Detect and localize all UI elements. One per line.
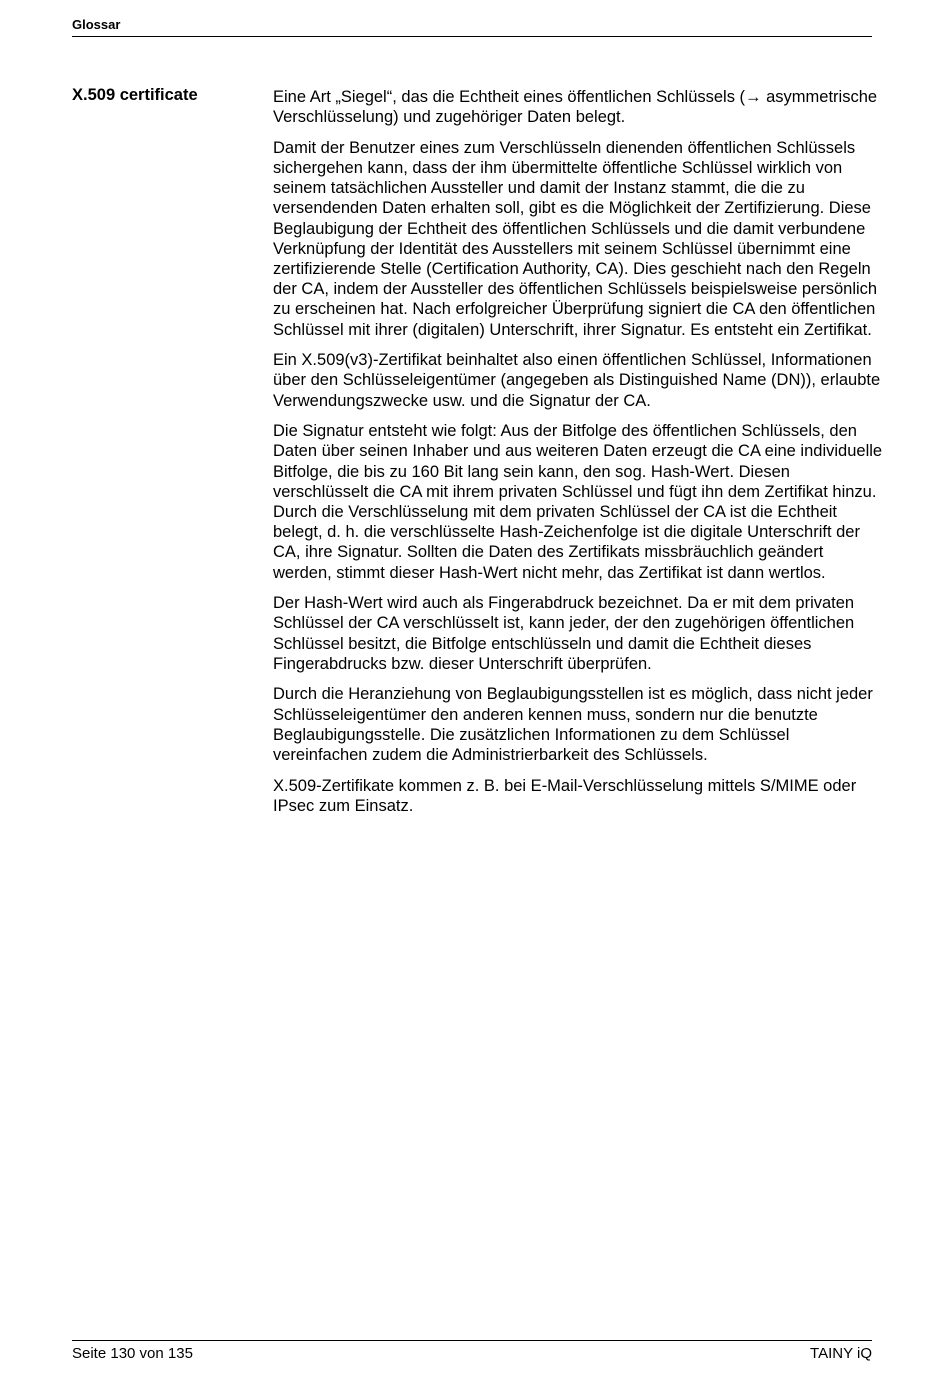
page-footer (72, 1340, 872, 1363)
definition-paragraph: X.509-Zertifikate kommen z. B. bei E-Mail-Verschlüsselung mittels S/MIME oder IPsec zum Einsatz. (273, 776, 857, 815)
page-header (72, 16, 872, 37)
glossary-term: X.509 certificate (72, 86, 198, 104)
definition-paragraph: Durch die Heranziehung von Beglaubigungsstellen ist es möglich, dass nicht jeder Schlüsseleigentümer den anderen kennen muss, sondern nur die benutzte Beglaubigungsstelle. Die zusätzlichen Informationen zu dem Schlüssel vereinfachen zudem die Administrierbarkeit des Schlüssels. (273, 685, 873, 765)
definition-paragraph: Der Hash-Wert wird auch als Fingerabdruck bezeichnet. Da er mit dem privaten Schlüssel der CA verschlüsselt ist, kann jeder, der den zugehörigen öffentlichen Schlüssel besitzt, die Bitfolge entschlüsseln und damit die Echtheit dieses Fingerabdrucks bzw. dieser Unterschrift überprüfen. (273, 594, 855, 673)
definition-paragraph: Ein X.509(v3)-Zertifikat beinhaltet also einen öffentlichen Schlüssel, Informationen über den Schlüsseleigentümer (angegeben als Distinguished Name (DN)), erlaubte Verwendungszwecke usw. und die Signatur der CA. (273, 351, 881, 410)
glossary-definition (273, 87, 885, 826)
definition-paragraph: Damit der Benutzer eines zum Verschlüsseln dienenden öffentlichen Schlüssels sichergehen kann, dass der ihm übermittelte öffentliche Schlüssel wirklich von seinem tatsächlichen Aussteller und damit der Instanz stammt, die die zu versendenden Daten erhalten soll, gibt es die Möglichkeit der Zertifizierung. Diese Beglaubigung der Echtheit des öffentlichen Schlüssels und die damit verbundene Verknüpfung der Identität des Ausstellers mit seinem Schlüssel übernimmt eine zertifizierende Stelle (Certification Authority, CA). Dies geschieht nach den Regeln der CA, indem der Aussteller des öffentlichen Schlüssels beispielsweise persönlich zu erscheinen hat. Nach erfolgreicher Überprüfung signiert die CA den öffentlichen Schlüssel mit ihrer (digitalen) Unterschrift, ihrer Signatur. Es entsteht ein Zertifikat. (273, 138, 878, 339)
definition-paragraph: Die Signatur entsteht wie folgt: Aus der Bitfolge des öffentlichen Schlüssels, den Daten über seinen Inhaber und aus weiteren Daten erzeugt die CA eine individuelle Bitfolge, die bis zu 160 Bit lang sein kann, den sog. Hash-Wert. Diesen verschlüsselt die CA mit ihrem privaten Schlüssel und fügt ihn dem Zertifikat hinzu. Durch die Verschlüsselung mit dem privaten Schlüssel der CA ist die Echtheit belegt, d. h. die verschlüsselte Hash-Zeichenfolge ist die digitale Unterschrift der CA, ihre Signatur. Sollten die Daten des Zertifikats missbräuchlich geändert werden, stimmt dieser Hash-Wert nicht mehr, das Zertifikat ist dann wertlos. (273, 422, 883, 582)
header-title: Glossar (72, 17, 121, 32)
definition-paragraph: Eine Art „Siegel“, das die Echtheit eines öffentlichen Schlüssels (→ asymmetrische Verschlüsselung) und zugehöriger Daten belegt. (273, 88, 878, 127)
page-number: Seite 130 von 135 (72, 1345, 193, 1362)
product-name: TAINY iQ (810, 1345, 872, 1362)
